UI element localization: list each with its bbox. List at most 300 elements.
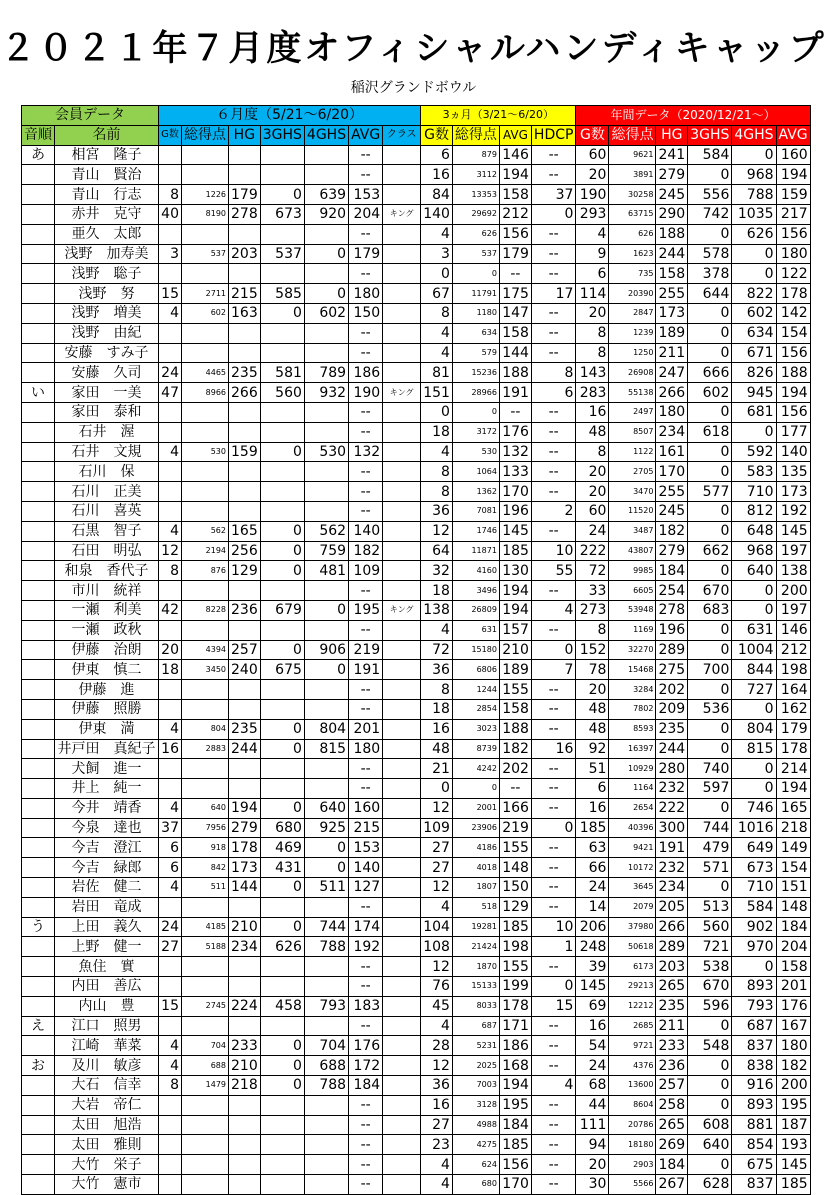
kana-cell <box>22 1175 55 1195</box>
june-cell: 704 <box>182 1036 229 1056</box>
june-cell <box>383 501 421 521</box>
june-cell: -- <box>349 462 383 482</box>
three-month-cell: 0 <box>421 402 453 422</box>
table-row <box>22 878 811 898</box>
kana-cell <box>22 759 55 779</box>
june-cell: 562 <box>182 521 229 541</box>
table-row <box>22 224 811 244</box>
june-cell: 0 <box>304 284 348 304</box>
col-header: 総得点 <box>452 125 499 145</box>
june-cell: -- <box>349 264 383 284</box>
table-row <box>22 798 811 818</box>
annual-cell: 184 <box>776 917 810 937</box>
annual-cell: 0 <box>688 1056 732 1076</box>
june-cell: 144 <box>229 878 261 898</box>
three-month-cell: 45 <box>421 996 453 1016</box>
june-cell: 0 <box>260 917 304 937</box>
three-month-cell: 4275 <box>452 1135 499 1155</box>
three-month-cell: 3112 <box>452 165 499 185</box>
three-month-cell: -- <box>531 798 576 818</box>
table-row <box>22 363 811 383</box>
three-month-cell: 1362 <box>452 482 499 502</box>
june-cell: 7956 <box>182 818 229 838</box>
col-header: G数 <box>421 125 453 145</box>
member-name-cell: 石川 喜英 <box>55 501 159 521</box>
june-cell <box>229 165 261 185</box>
june-cell <box>182 422 229 442</box>
annual-cell: 197 <box>776 600 810 620</box>
three-month-cell: -- <box>531 719 576 739</box>
group-year-header: 年間データ（2020/12/21～） <box>576 106 810 126</box>
june-cell <box>182 1175 229 1195</box>
three-month-cell: 579 <box>452 343 499 363</box>
june-cell <box>159 680 182 700</box>
three-month-cell: 4 <box>421 224 453 244</box>
june-cell: 256 <box>229 541 261 561</box>
three-month-cell: 182 <box>499 739 531 759</box>
annual-cell: 194 <box>776 165 810 185</box>
annual-cell: 254 <box>656 581 688 601</box>
annual-cell: 0 <box>732 264 776 284</box>
annual-cell: 0 <box>732 759 776 779</box>
annual-cell: 234 <box>656 422 688 442</box>
annual-cell: 822 <box>732 284 776 304</box>
june-cell: -- <box>349 779 383 799</box>
june-cell: 4 <box>159 1036 182 1056</box>
three-month-cell: -- <box>531 224 576 244</box>
june-cell <box>383 680 421 700</box>
three-month-cell: 1 <box>531 937 576 957</box>
june-cell <box>260 1155 304 1175</box>
june-cell: 4465 <box>182 363 229 383</box>
three-month-cell: 170 <box>499 1175 531 1195</box>
group-header-row <box>22 106 811 126</box>
june-cell <box>229 620 261 640</box>
june-cell <box>159 957 182 977</box>
annual-cell: 145 <box>776 521 810 541</box>
annual-cell: 644 <box>688 284 732 304</box>
annual-cell: 20 <box>576 680 609 700</box>
june-cell: 0 <box>260 303 304 323</box>
three-month-cell: 4 <box>531 1076 576 1096</box>
june-cell: 176 <box>349 1036 383 1056</box>
june-cell: 918 <box>182 838 229 858</box>
three-month-cell: -- <box>531 303 576 323</box>
june-cell <box>182 581 229 601</box>
annual-cell: 154 <box>776 858 810 878</box>
three-month-cell: -- <box>531 323 576 343</box>
table-row <box>22 858 811 878</box>
annual-cell: 162 <box>776 699 810 719</box>
annual-cell: 0 <box>688 402 732 422</box>
june-cell: 240 <box>229 660 261 680</box>
june-cell <box>383 937 421 957</box>
june-cell: 0 <box>260 1076 304 1096</box>
member-name-cell: 上野 健一 <box>55 937 159 957</box>
three-month-cell: 176 <box>499 422 531 442</box>
member-name-cell: 安藤 すみ子 <box>55 343 159 363</box>
annual-cell: 804 <box>732 719 776 739</box>
three-month-cell: 191 <box>499 383 531 403</box>
table-row <box>22 759 811 779</box>
table-row <box>22 303 811 323</box>
annual-cell: 20 <box>576 303 609 323</box>
three-month-cell: 2 <box>531 501 576 521</box>
three-month-cell: 32 <box>421 561 453 581</box>
annual-cell: 683 <box>688 600 732 620</box>
three-month-cell: 23906 <box>452 818 499 838</box>
three-month-cell: 11791 <box>452 284 499 304</box>
annual-cell: 201 <box>776 977 810 997</box>
member-name-cell: 伊藤 照勝 <box>55 699 159 719</box>
june-cell <box>383 264 421 284</box>
annual-cell: 160 <box>776 145 810 165</box>
three-month-cell: 179 <box>499 244 531 264</box>
annual-cell: 289 <box>656 937 688 957</box>
kana-cell <box>22 779 55 799</box>
member-name-cell: 相宮 隆子 <box>55 145 159 165</box>
june-cell: 173 <box>229 858 261 878</box>
june-cell <box>229 343 261 363</box>
annual-cell: 258 <box>656 1095 688 1115</box>
annual-cell: 0 <box>688 501 732 521</box>
june-cell: -- <box>349 1135 383 1155</box>
june-cell: 0 <box>260 561 304 581</box>
annual-cell: 24 <box>576 1056 609 1076</box>
june-cell: 688 <box>182 1056 229 1076</box>
annual-cell: 0 <box>688 462 732 482</box>
three-month-cell: 166 <box>499 798 531 818</box>
annual-cell: 54 <box>576 1036 609 1056</box>
annual-cell: 204 <box>776 937 810 957</box>
annual-cell: 190 <box>576 185 609 205</box>
kana-cell <box>22 660 55 680</box>
three-month-cell: 188 <box>499 363 531 383</box>
annual-cell: 165 <box>776 798 810 818</box>
annual-cell: 234 <box>656 878 688 898</box>
june-cell <box>383 1095 421 1115</box>
annual-cell: 812 <box>732 501 776 521</box>
annual-cell: 244 <box>656 739 688 759</box>
kana-cell <box>22 422 55 442</box>
member-name-cell: 浅野 増美 <box>55 303 159 323</box>
col-header: HDCP <box>531 125 576 145</box>
three-month-cell: -- <box>531 620 576 640</box>
june-cell: 179 <box>229 185 261 205</box>
three-month-cell: -- <box>531 1175 576 1195</box>
annual-cell: 2685 <box>609 1016 656 1036</box>
three-month-cell: 198 <box>499 937 531 957</box>
june-cell: 109 <box>349 561 383 581</box>
annual-cell: 9985 <box>609 561 656 581</box>
three-month-cell: 150 <box>499 878 531 898</box>
annual-cell: 202 <box>656 680 688 700</box>
col-header: クラス <box>383 125 421 145</box>
annual-cell: 245 <box>656 501 688 521</box>
annual-cell: 235 <box>656 996 688 1016</box>
june-cell: 6 <box>159 838 182 858</box>
annual-cell: 248 <box>576 937 609 957</box>
june-cell <box>159 1095 182 1115</box>
three-month-cell: -- <box>531 699 576 719</box>
annual-cell: 200 <box>776 581 810 601</box>
june-cell <box>383 719 421 739</box>
three-month-cell: 8033 <box>452 996 499 1016</box>
annual-cell: 8604 <box>609 1095 656 1115</box>
annual-cell: 0 <box>732 422 776 442</box>
three-month-cell: 133 <box>499 462 531 482</box>
june-cell: 0 <box>304 600 348 620</box>
three-month-cell: 196 <box>499 501 531 521</box>
annual-cell: 681 <box>732 402 776 422</box>
three-month-cell: -- <box>499 779 531 799</box>
annual-cell: 151 <box>776 878 810 898</box>
three-month-cell: 158 <box>499 323 531 343</box>
three-month-cell: 157 <box>499 620 531 640</box>
annual-cell: 666 <box>688 363 732 383</box>
table-row <box>22 383 811 403</box>
annual-cell: 279 <box>656 165 688 185</box>
annual-cell: 556 <box>688 185 732 205</box>
three-month-cell: 1807 <box>452 878 499 898</box>
table-row <box>22 1016 811 1036</box>
june-cell <box>159 343 182 363</box>
annual-cell: 479 <box>688 838 732 858</box>
kana-cell <box>22 739 55 759</box>
table-row <box>22 957 811 977</box>
three-month-cell: 145 <box>499 521 531 541</box>
annual-cell: 135 <box>776 462 810 482</box>
june-cell: 219 <box>349 640 383 660</box>
annual-cell: 184 <box>656 1155 688 1175</box>
june-cell: 511 <box>304 878 348 898</box>
kana-cell <box>22 818 55 838</box>
annual-cell: 78 <box>576 660 609 680</box>
annual-cell: 670 <box>688 581 732 601</box>
table-row <box>22 977 811 997</box>
table-row <box>22 620 811 640</box>
june-cell <box>260 977 304 997</box>
june-cell: -- <box>349 501 383 521</box>
kana-cell <box>22 185 55 205</box>
june-cell <box>260 957 304 977</box>
june-cell: 3450 <box>182 660 229 680</box>
june-cell <box>383 897 421 917</box>
member-name-cell: 石井 文規 <box>55 442 159 462</box>
annual-cell: 15468 <box>609 660 656 680</box>
three-month-cell: 687 <box>452 1016 499 1036</box>
annual-cell: 176 <box>776 996 810 1016</box>
annual-cell: 16397 <box>609 739 656 759</box>
annual-cell: 1035 <box>732 204 776 224</box>
june-cell: 804 <box>182 719 229 739</box>
annual-cell: 196 <box>656 620 688 640</box>
june-cell: 0 <box>260 442 304 462</box>
june-cell: 675 <box>260 660 304 680</box>
annual-cell: 710 <box>732 482 776 502</box>
annual-cell: 0 <box>688 165 732 185</box>
june-cell: 163 <box>229 303 261 323</box>
june-cell <box>304 1095 348 1115</box>
annual-cell: 235 <box>656 719 688 739</box>
june-cell: 680 <box>260 818 304 838</box>
annual-cell: 916 <box>732 1076 776 1096</box>
annual-cell: 597 <box>688 779 732 799</box>
annual-cell: 571 <box>688 858 732 878</box>
three-month-cell: 81 <box>421 363 453 383</box>
june-cell <box>383 323 421 343</box>
annual-cell: 48 <box>576 719 609 739</box>
annual-cell: 793 <box>732 996 776 1016</box>
june-cell: 876 <box>182 561 229 581</box>
june-cell: 244 <box>229 739 261 759</box>
june-cell: 788 <box>304 937 348 957</box>
table-row <box>22 779 811 799</box>
three-month-cell: 16 <box>421 165 453 185</box>
annual-cell: 0 <box>688 561 732 581</box>
june-cell <box>383 759 421 779</box>
annual-cell: 212 <box>776 640 810 660</box>
annual-cell: 143 <box>576 363 609 383</box>
annual-cell: 50618 <box>609 937 656 957</box>
june-cell <box>159 462 182 482</box>
june-cell: -- <box>349 145 383 165</box>
june-cell: 4 <box>159 1056 182 1076</box>
june-cell <box>229 1016 261 1036</box>
june-cell: 0 <box>260 640 304 660</box>
three-month-cell: -- <box>531 165 576 185</box>
june-cell <box>304 680 348 700</box>
june-cell: 8966 <box>182 383 229 403</box>
annual-cell: 8 <box>576 620 609 640</box>
annual-cell: 20 <box>576 482 609 502</box>
three-month-cell: 36 <box>421 1076 453 1096</box>
annual-cell: 232 <box>656 779 688 799</box>
member-name-cell: 内山 豊 <box>55 996 159 1016</box>
three-month-cell: 185 <box>499 917 531 937</box>
annual-cell: 618 <box>688 422 732 442</box>
june-cell <box>304 779 348 799</box>
kana-cell <box>22 482 55 502</box>
member-name-cell: 内田 善広 <box>55 977 159 997</box>
kana-cell <box>22 838 55 858</box>
annual-cell: 9621 <box>609 145 656 165</box>
june-cell: 140 <box>349 521 383 541</box>
table-row <box>22 501 811 521</box>
june-cell: 2745 <box>182 996 229 1016</box>
june-cell: -- <box>349 224 383 244</box>
june-cell <box>383 541 421 561</box>
three-month-cell: 1244 <box>452 680 499 700</box>
june-cell: 278 <box>229 204 261 224</box>
annual-cell: 146 <box>776 620 810 640</box>
june-cell <box>383 977 421 997</box>
annual-cell: 631 <box>732 620 776 640</box>
three-month-cell: 6806 <box>452 660 499 680</box>
three-month-cell: 16 <box>531 739 576 759</box>
june-cell <box>182 1016 229 1036</box>
june-cell <box>229 581 261 601</box>
june-cell <box>182 224 229 244</box>
annual-cell: 111 <box>576 1115 609 1135</box>
table-row <box>22 699 811 719</box>
annual-cell: 114 <box>576 284 609 304</box>
table-row <box>22 917 811 937</box>
annual-cell: 30 <box>576 1175 609 1195</box>
annual-cell: 214 <box>776 759 810 779</box>
june-cell <box>182 1115 229 1135</box>
three-month-cell: 12 <box>421 798 453 818</box>
annual-cell: 0 <box>688 1076 732 1096</box>
june-cell: 0 <box>304 244 348 264</box>
june-cell: 127 <box>349 878 383 898</box>
june-cell: 688 <box>304 1056 348 1076</box>
june-cell: 788 <box>304 1076 348 1096</box>
annual-cell: 247 <box>656 363 688 383</box>
annual-cell: 602 <box>688 383 732 403</box>
three-month-cell: 37 <box>531 185 576 205</box>
annual-cell: 742 <box>688 204 732 224</box>
annual-cell: 158 <box>776 957 810 977</box>
june-cell: 266 <box>229 383 261 403</box>
three-month-cell: -- <box>531 145 576 165</box>
june-cell <box>182 779 229 799</box>
june-cell <box>182 1135 229 1155</box>
june-cell <box>383 739 421 759</box>
june-cell: 215 <box>349 818 383 838</box>
table-row <box>22 521 811 541</box>
col-name-header: 名前 <box>55 125 159 145</box>
annual-cell: 640 <box>688 1135 732 1155</box>
june-cell: 906 <box>304 640 348 660</box>
member-name-cell: 石井 渥 <box>55 422 159 442</box>
june-cell <box>304 581 348 601</box>
june-cell: 679 <box>260 600 304 620</box>
annual-cell: 8 <box>576 323 609 343</box>
annual-cell: 968 <box>732 165 776 185</box>
june-cell <box>304 1135 348 1155</box>
three-month-cell: -- <box>531 759 576 779</box>
annual-cell: 188 <box>656 224 688 244</box>
kana-cell <box>22 620 55 640</box>
three-month-cell: 36 <box>421 501 453 521</box>
june-cell: 195 <box>349 600 383 620</box>
group-3month-header: 3ヵ月（3/21～6/20） <box>421 106 576 126</box>
june-cell: 20 <box>159 640 182 660</box>
june-cell: 0 <box>260 798 304 818</box>
june-cell <box>383 363 421 383</box>
annual-cell: 185 <box>776 1175 810 1195</box>
june-cell <box>260 581 304 601</box>
page-title: ２０２１年７月度オフィシャルハンディキャップ <box>0 29 827 69</box>
annual-cell: 290 <box>656 204 688 224</box>
annual-cell: 255 <box>656 284 688 304</box>
table-row <box>22 1056 811 1076</box>
annual-cell: 596 <box>688 996 732 1016</box>
three-month-cell: -- <box>531 581 576 601</box>
three-month-cell: 680 <box>452 1175 499 1195</box>
annual-cell: 513 <box>688 897 732 917</box>
june-cell: 236 <box>229 600 261 620</box>
annual-cell: 184 <box>656 561 688 581</box>
june-cell <box>229 482 261 502</box>
june-cell: 153 <box>349 185 383 205</box>
kana-cell <box>22 581 55 601</box>
annual-cell: 11520 <box>609 501 656 521</box>
three-month-cell: -- <box>531 462 576 482</box>
june-cell: 0 <box>304 838 348 858</box>
june-cell: 8 <box>159 185 182 205</box>
